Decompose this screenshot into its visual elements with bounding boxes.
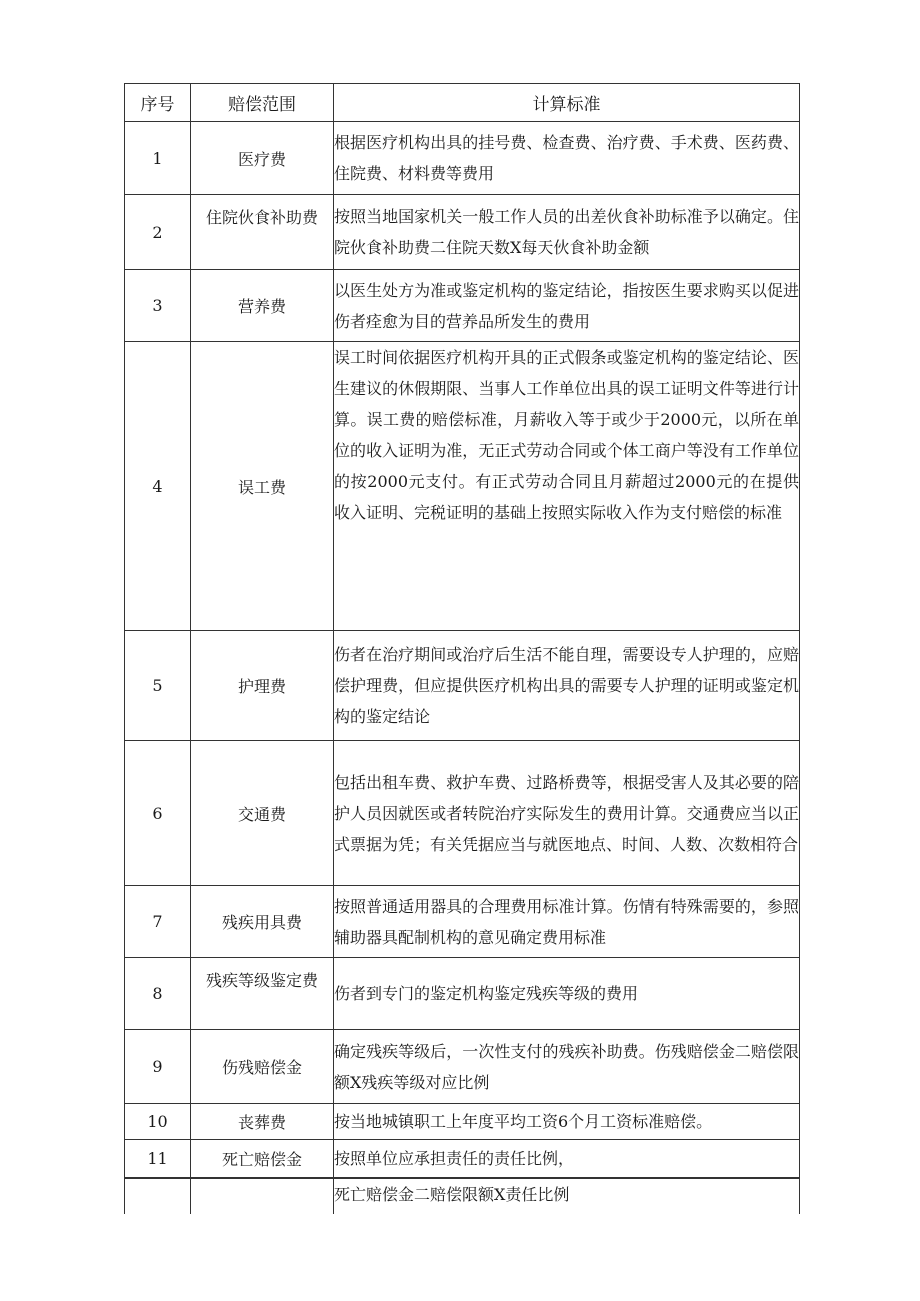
- row-index: 8: [125, 958, 191, 1030]
- table-row: [125, 886, 800, 958]
- row-scope: 残疾用具费: [191, 886, 334, 958]
- table-row: [125, 741, 800, 886]
- row-standard: 死亡赔偿金二赔偿限额X责任比例: [334, 1178, 800, 1214]
- row-index: 1: [125, 122, 191, 195]
- row-standard: 以医生处方为准或鉴定机构的鉴定结论，指按医生要求购买以促进伤者痊愈为目的营养品所发生的费用: [334, 270, 800, 342]
- header-scope: 赔偿范围: [191, 84, 334, 122]
- row-standard: 确定残疾等级后，一次性支付的残疾补助费。伤残赔偿金二赔偿限额X残疾等级对应比例: [334, 1030, 800, 1104]
- table-row: [125, 1104, 800, 1140]
- row-scope: 死亡赔偿金: [191, 1140, 334, 1178]
- header-standard: 计算标准: [334, 84, 800, 122]
- row-index: 7: [125, 886, 191, 958]
- table-row: [125, 122, 800, 195]
- table-row: [125, 1140, 800, 1178]
- row-scope: 残疾等级鉴定费: [191, 958, 334, 1030]
- row-standard: 包括出租车费、救护车费、过路桥费等，根据受害人及其必要的陪护人员因就医或者转院治疗实际发生的费用计算。交通费应当以正式票据为凭；有关凭据应当与就医地点、时间、人数、次数相符合: [334, 741, 800, 886]
- row-scope: 丧葬费: [191, 1104, 334, 1140]
- row-scope: 伤残赔偿金: [191, 1030, 334, 1104]
- table-row: [125, 195, 800, 270]
- row-standard: 按照单位应承担责任的责任比例，: [334, 1140, 800, 1178]
- row-scope: 营养费: [191, 270, 334, 342]
- row-standard: 根据医疗机构出具的挂号费、检查费、治疗费、手术费、医药费、住院费、材料费等费用: [334, 122, 800, 195]
- table-row: [125, 342, 800, 631]
- row-index: 5: [125, 631, 191, 741]
- table-row: [125, 631, 800, 741]
- row-scope: 护理费: [191, 631, 334, 741]
- row-index: 10: [125, 1104, 191, 1140]
- row-scope: 住院伙食补助费: [191, 195, 334, 270]
- table-row: [125, 270, 800, 342]
- header-row: [125, 84, 800, 122]
- row-scope: 交通费: [191, 741, 334, 886]
- row-scope: 误工费: [191, 342, 334, 631]
- row-standard: 伤者在治疗期间或治疗后生活不能自理，需要设专人护理的，应赔偿护理费，但应提供医疗机构出具的需要专人护理的证明或鉴定机构的鉴定结论: [334, 631, 800, 741]
- row-standard: 误工时间依据医疗机构开具的正式假条或鉴定机构的鉴定结论、医生建议的休假期限、当事人工作单位出具的误工证明文件等进行计算。误工费的赔偿标准，月薪收入等于或少于2000元，以所在单位的收入证明为准，无正式劳动合同或个体工商户等没有工作单位的按2000元支付。有正式劳动合同且月薪超过2000元的在提供收入证明、完税证明的基础上按照实际收入作为支付赔偿的标准: [334, 342, 800, 631]
- row-scope: 医疗费: [191, 122, 334, 195]
- row-scope: [191, 1178, 334, 1214]
- table-row: [125, 958, 800, 1030]
- row-standard: 按照普通适用器具的合理费用标准计算。伤情有特殊需要的，参照辅助器具配制机构的意见确定费用标准: [334, 886, 800, 958]
- row-index: 2: [125, 195, 191, 270]
- row-index: 6: [125, 741, 191, 886]
- compensation-table: [124, 83, 800, 1214]
- row-index: 11: [125, 1140, 191, 1178]
- row-standard: 按照当地国家机关一般工作人员的出差伙食补助标准予以确定。住院伙食补助费二住院天数X每天伙食补助金额: [334, 195, 800, 270]
- header-index: 序号: [125, 84, 191, 122]
- row-standard: 伤者到专门的鉴定机构鉴定残疾等级的费用: [334, 958, 800, 1030]
- row-index: 9: [125, 1030, 191, 1104]
- table-row: [125, 1030, 800, 1104]
- row-standard: 按当地城镇职工上年度平均工资6个月工资标准赔偿。: [334, 1104, 800, 1140]
- row-index: 4: [125, 342, 191, 631]
- table-row-continued: [125, 1178, 800, 1214]
- row-index: [125, 1178, 191, 1214]
- row-index: 3: [125, 270, 191, 342]
